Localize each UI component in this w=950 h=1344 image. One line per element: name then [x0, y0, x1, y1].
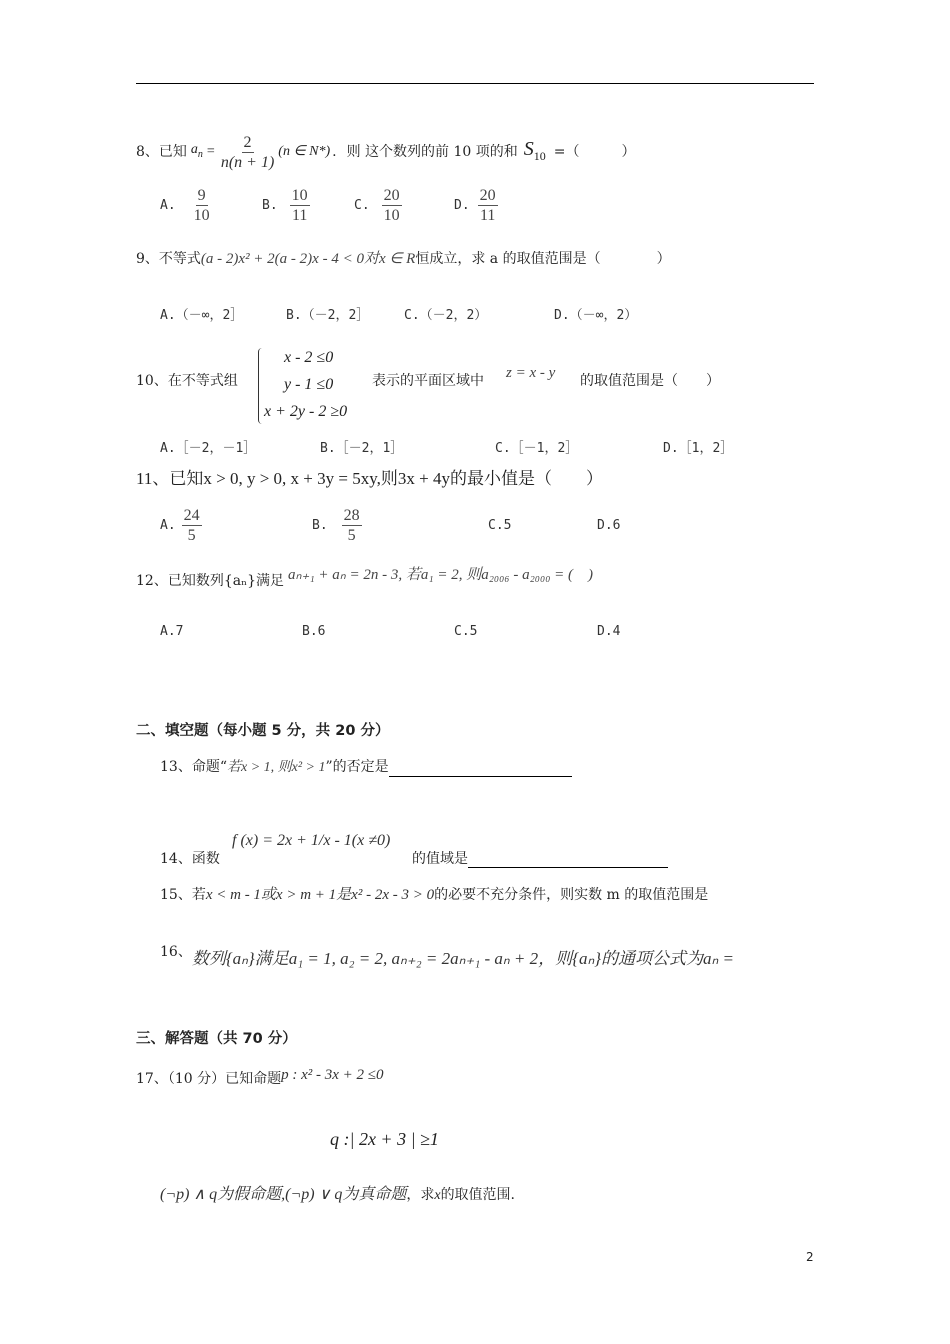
- q14-tail: 的值域是: [412, 850, 668, 868]
- q12-option-c: C.5: [454, 624, 478, 639]
- q14-expression: f (x) = 2x + 1/x - 1(x ≠0): [232, 832, 391, 849]
- question-9: 9、不等式(a - 2)x² + 2(a - 2)x - 4 < 0对x ∈ R恒成立，求 a 的取值范围是（ ）: [136, 251, 671, 267]
- q10-option-d: D.［1，2］: [663, 441, 734, 456]
- q8-option-d: D. $\frac{20}{11}$: [454, 187, 496, 224]
- question-12: 12、已知数列{aₙ}满足 aₙ₊₁ + aₙ = 2n - 3, 若a₁ = 2, 则a₂₀₀₆ - a₂₀₀₀ = ( ): [136, 567, 594, 589]
- q8-option-c: C. $\frac{20}{10}$: [354, 187, 400, 224]
- q10-tail: 的取值范围是（ ）: [580, 373, 720, 389]
- header-rule: [136, 83, 814, 84]
- q11-option-b: B. $\frac{28}{5}$: [312, 507, 360, 544]
- q10-z-expression: z = x - y: [506, 365, 556, 381]
- section-3-heading: 三、解答题（共 70 分）: [136, 1031, 297, 1047]
- q10-system-line-3: x + 2y - 2 ≥0: [264, 403, 348, 420]
- q9-option-a: A.（－∞，2］: [160, 308, 244, 323]
- question-16: 16、数列{aₙ}满足a₁ = 1, a₂ = 2, aₙ₊₂ = 2aₙ₊₁ - aₙ + 2，则{aₙ}的通项公式为aₙ =: [160, 944, 735, 968]
- q17-condition: (¬p) ∧ q为假命题,(¬p) ∨ q为真命题，求x的取值范围.: [160, 1186, 516, 1203]
- section-2-heading: 二、填空题（每小题 5 分，共 20 分）: [136, 723, 390, 739]
- q8-tail: =（ ）: [553, 144, 636, 160]
- q10-brace: [258, 348, 263, 424]
- page-number: 2: [806, 1250, 814, 1264]
- q9-tail: 恒成立，求 a 的取值范围是（ ）: [415, 251, 671, 267]
- q8-an: $a_n$: [190, 141, 203, 160]
- q8-dot: .: [332, 144, 337, 160]
- q10-option-a: A.［－2，－1］: [160, 441, 257, 456]
- q8-condition: (n ∈ N*): [278, 144, 331, 159]
- q11-option-d: D.6: [597, 518, 621, 533]
- q10-option-c: C.［－1，2］: [495, 441, 579, 456]
- q10-mid-text: 表示的平面区域中: [372, 373, 484, 389]
- q12-option-a: A.7: [160, 624, 184, 639]
- q10-system-line-2: y - 1 ≤0: [284, 376, 334, 393]
- q14-answer-blank[interactable]: [468, 851, 668, 868]
- q9-expression: (a - 2)x² + 2(a - 2)x - 4 < 0对x ∈ R: [200, 251, 416, 267]
- q12-option-b: B.6: [302, 624, 326, 639]
- q13-answer-blank[interactable]: [389, 760, 572, 777]
- q11-option-c: C.5: [488, 518, 512, 533]
- q14-prefix: 14、函数: [160, 851, 220, 867]
- q8-fraction: $\frac{2}{n(n + 1)}$: [220, 133, 275, 171]
- q8-eq: =: [206, 144, 215, 159]
- question-11: 11、已知x > 0, y > 0, x + 3y = 5xy,则3x + 4y的最小值是（ ）: [136, 469, 603, 488]
- q9-option-d: D.（－∞，2）: [554, 308, 638, 323]
- q12-option-d: D.4: [597, 624, 621, 639]
- q8-s10: $S_{10}$: [523, 137, 546, 163]
- q8-prefix: 8、已知: [136, 144, 187, 160]
- q17-q-statement: q :| 2x + 3 | ≥1: [330, 1129, 439, 1149]
- q10-option-b: B.［－2，1］: [320, 441, 404, 456]
- q10-system-line-1: x - 2 ≤0: [284, 349, 334, 366]
- question-13: 13、命题“若x > 1, 则x² > 1”的否定是: [160, 758, 572, 777]
- q9-option-c: C.（－2，2）: [404, 308, 488, 323]
- q8-option-b: B. $\frac{10}{11}$: [262, 187, 308, 224]
- question-17: 17、（10 分）已知命题p : x² - 3x + 2 ≤0: [136, 1067, 384, 1087]
- q10-prefix: 10、在不等式组: [136, 373, 238, 389]
- q9-option-b: B.（－2，2］: [286, 308, 370, 323]
- question-15: 15、若x < m - 1或x > m + 1是x² - 2x - 3 > 0的必要不充分条件，则实数 m 的取值范围是: [160, 887, 709, 903]
- q8-option-a: A. $\frac{9}{10}$: [160, 187, 210, 224]
- question-8: [136, 130, 636, 174]
- q8-mid-text: 则 这个数列的前 10 项的和: [346, 144, 518, 160]
- q12-expression: aₙ₊₁ + aₙ = 2n - 3, 若a₁ = 2, 则a₂₀₀₆ - a₂₀₀₀ = ( ): [288, 567, 594, 583]
- q11-option-a: A. $\frac{24}{5}$: [160, 507, 200, 544]
